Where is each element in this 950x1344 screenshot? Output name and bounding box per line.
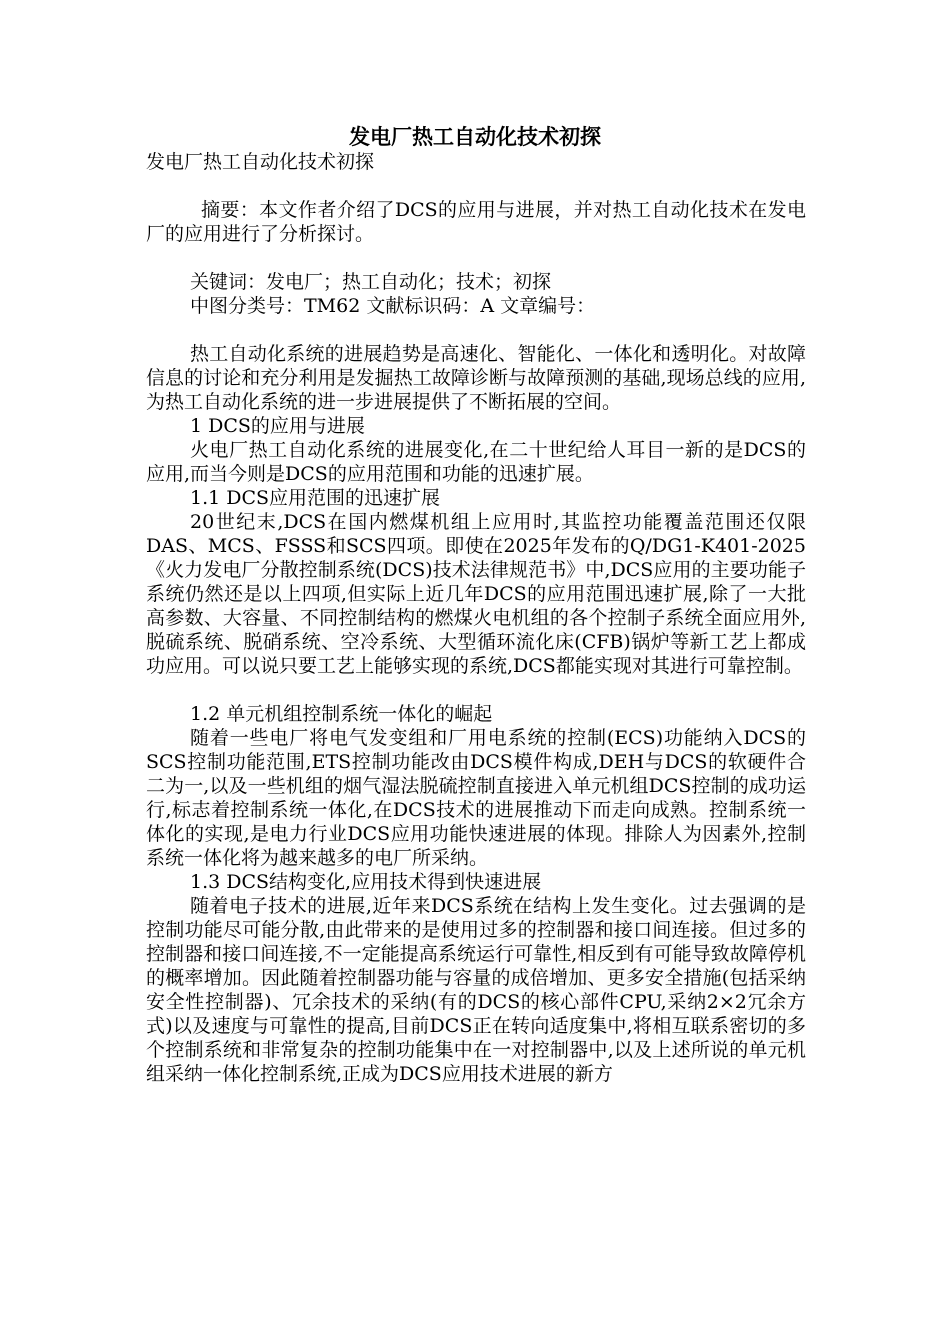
abstract-paragraph: 摘要：本文作者介绍了DCS的应用与进展，并对热工自动化技术在发电厂的应用进行了分析探讨。 [146, 199, 806, 245]
document-body [146, 150, 806, 1086]
section-1-1-heading: 1.1 DCS应用范围的迅速扩展 [190, 487, 441, 509]
section-1-paragraph: 火电厂热工自动化系统的进展变化,在二十世纪给人耳目一新的是DCS的应用,而当今则是DCS的应用范围和功能的迅速扩展。 [146, 439, 806, 485]
intro-paragraph: 热工自动化系统的进展趋势是高速化、智能化、一体化和透明化。对故障信息的讨论和充分利用是发掘热工故障诊断与故障预测的基础,现场总线的应用,为热工自动化系统的进一步进展提供了不断拓展的空间。 [146, 343, 806, 413]
section-1-3-heading: 1.3 DCS结构变化,应用技术得到快速进展 [190, 871, 542, 893]
section-1-1-paragraph: 20世纪末,DCS在国内燃煤机组上应用时,其监控功能覆盖范围还仅限DAS、MCS、FSSS和SCS四项。即使在2025年发布的Q/DG1-K401-2025《火力发电厂分散控制系统(DCS)技术法律规范书》中,DCS应用的主要功能子系统仍然还是以上四项,但实际上近几年DCS的应用范围迅速扩展,除了一大批高参数、大容量、不同控制结构的燃煤火电机组的各个控制子系统全面应用外,脱硫系统、脱硝系统、空冷系统、大型循环流化床(CFB)锅炉等新工艺上都成功应用。可以说只要工艺上能够实现的系统,DCS都能实现对其进行可靠控制。 [146, 511, 806, 677]
section-1-2-paragraph: 随着一些电厂将电气发变组和厂用电系统的控制(ECS)功能纳入DCS的SCS控制功能范围,ETS控制功能改由DCS模件构成,DEH与DCS的软硬件合二为一,以及一些机组的烟气湿法脱硫控制直接进入单元机组DCS控制的成功运行,标志着控制系统一体化,在DCS技术的进展推动下而走向成熟。控制系统一体化的实现,是电力行业DCS应用功能快速进展的体现。排除人为因素外,控制系统一体化将为越来越多的电厂所采纳。 [146, 727, 806, 869]
section-1-2-heading: 1.2 单元机组控制系统一体化的崛起 [190, 703, 493, 725]
section-1-heading: 1 DCS的应用与进展 [190, 415, 365, 437]
section-1-3-paragraph: 随着电子技术的进展,近年来DCS系统在结构上发生变化。过去强调的是控制功能尽可能分散,由此带来的是使用过多的控制器和接口间连接。但过多的控制器和接口间连接,不一定能提高系统运行可靠性,相反到有可能导致故障停机的概率增加。因此随着控制器功能与容量的成倍增加、更多安全措施(包括采纳安全性控制器)、冗余技术的采纳(有的DCS的核心部件CPU,采纳2×2冗余方式)以及速度与可靠性的提高,目前DCS正在转向适度集中,将相互联系密切的多个控制系统和非常复杂的控制功能集中在一对控制器中,以及上述所说的单元机组采纳一体化控制系统,正成为DCS应用技术进展的新方 [146, 895, 806, 1085]
document-title: 发电厂热工自动化技术初探 [349, 124, 601, 149]
keywords-line: 关键词：发电厂；热工自动化；技术；初探 [190, 271, 552, 293]
classification-line: 中图分类号：TM62 文献标识码：A 文章编号： [190, 295, 596, 317]
document-subtitle: 发电厂热工自动化技术初探 [146, 151, 375, 173]
